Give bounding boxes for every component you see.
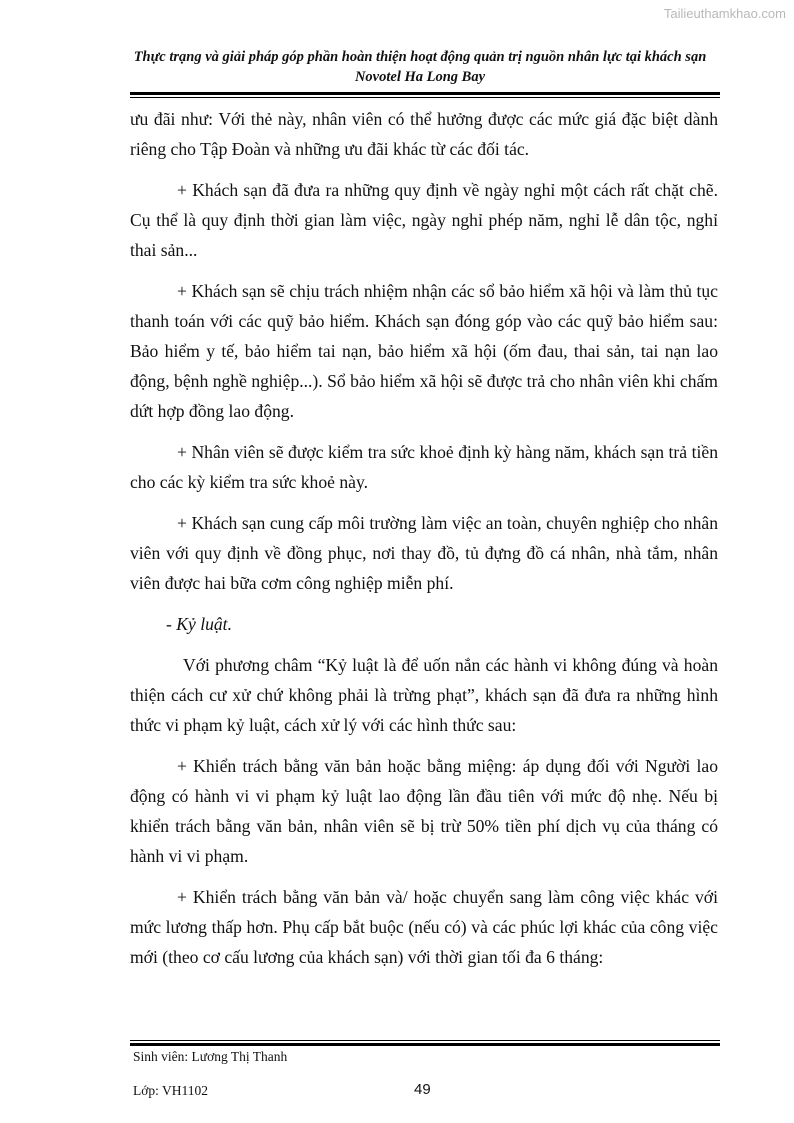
paragraph: + Khách sạn cung cấp môi trường làm việc an toàn, chuyên nghiệp cho nhân viên với quy định về đồng phục, nơi thay đồ, tủ đựng đồ cá nhân, nhà tắm, nhân viên được hai bữa cơm công nghiệp miễn phí. <box>130 513 718 593</box>
page-body <box>130 104 718 972</box>
paragraph: + Khách sạn sẽ chịu trách nhiệm nhận các sổ bảo hiểm xã hội và làm thủ tục thanh toán với các quỹ bảo hiểm. Khách sạn đóng góp vào các quỹ bảo hiểm sau: Bảo hiểm y tế, bảo hiểm tai nạn, bảo hiểm xã hội (ốm đau, thai sản, tai nạn lao động, bệnh nghề nghiệp...). Sổ bảo hiểm xã hội sẽ được trả cho nhân viên khi chấm dứt hợp đồng lao động. <box>130 281 718 421</box>
page-number: 49 <box>414 1081 431 1098</box>
footer-rule-thick <box>130 1043 720 1046</box>
header-title-line2: Novotel Ha Long Bay <box>354 69 486 85</box>
paragraph: + Nhân viên sẽ được kiểm tra sức khoẻ định kỳ hàng năm, khách sạn trả tiền cho các kỳ kiểm tra sức khoẻ này. <box>130 442 718 492</box>
footer-class: Lớp: VH1102 <box>133 1083 209 1098</box>
watermark: Tailieuthamkhao.com <box>663 6 786 21</box>
paragraph: ưu đãi như: Với thẻ này, nhân viên có thể hưởng được các mức giá đặc biệt dành riêng cho Tập Đoàn và những ưu đãi khác từ các đối tác. <box>130 109 718 159</box>
section-heading: - Kỷ luật. <box>166 614 232 634</box>
header-rule-thick <box>130 92 720 95</box>
paragraph: + Khiển trách bằng văn bản và/ hoặc chuyển sang làm công việc khác với mức lương thấp hơn. Phụ cấp bắt buộc (nếu có) và các phúc lợi khác của công việc mới (theo cơ cấu lương của khách sạn) với thời gian tối đa 6 tháng: <box>130 887 718 967</box>
paragraph: + Khách sạn đã đưa ra những quy định về ngày nghỉ một cách rất chặt chẽ. Cụ thể là quy định thời gian làm việc, ngày nghỉ phép năm, nghỉ lễ dân tộc, nghỉ thai sản... <box>130 180 718 260</box>
paragraph: + Khiển trách bằng văn bản hoặc bằng miệng: áp dụng đối với Người lao động có hành vi vi phạm kỷ luật lao động lần đầu tiên với mức độ nhẹ. Nếu bị khiển trách bằng văn bản, nhân viên sẽ bị trừ 50% tiền phí dịch vụ của tháng có hành vi vi phạm. <box>130 756 718 866</box>
header-title-line1: Thực trạng và giải pháp góp phần hoàn thiện hoạt động quản trị nguồn nhân lực tại khách sạn <box>133 49 707 65</box>
header-rule-thin <box>130 97 720 98</box>
footer-student: Sinh viên: Lương Thị Thanh <box>133 1049 288 1064</box>
footer-rule-thin <box>130 1040 720 1041</box>
paragraph: Với phương châm “Kỷ luật là để uốn nắn các hành vi không đúng và hoàn thiện cách cư xử chứ không phải là trừng phạt”, khách sạn đã đưa ra những hình thức vi phạm kỷ luật, cách xử lý với các hình thức sau: <box>130 655 718 735</box>
running-header <box>120 47 720 87</box>
